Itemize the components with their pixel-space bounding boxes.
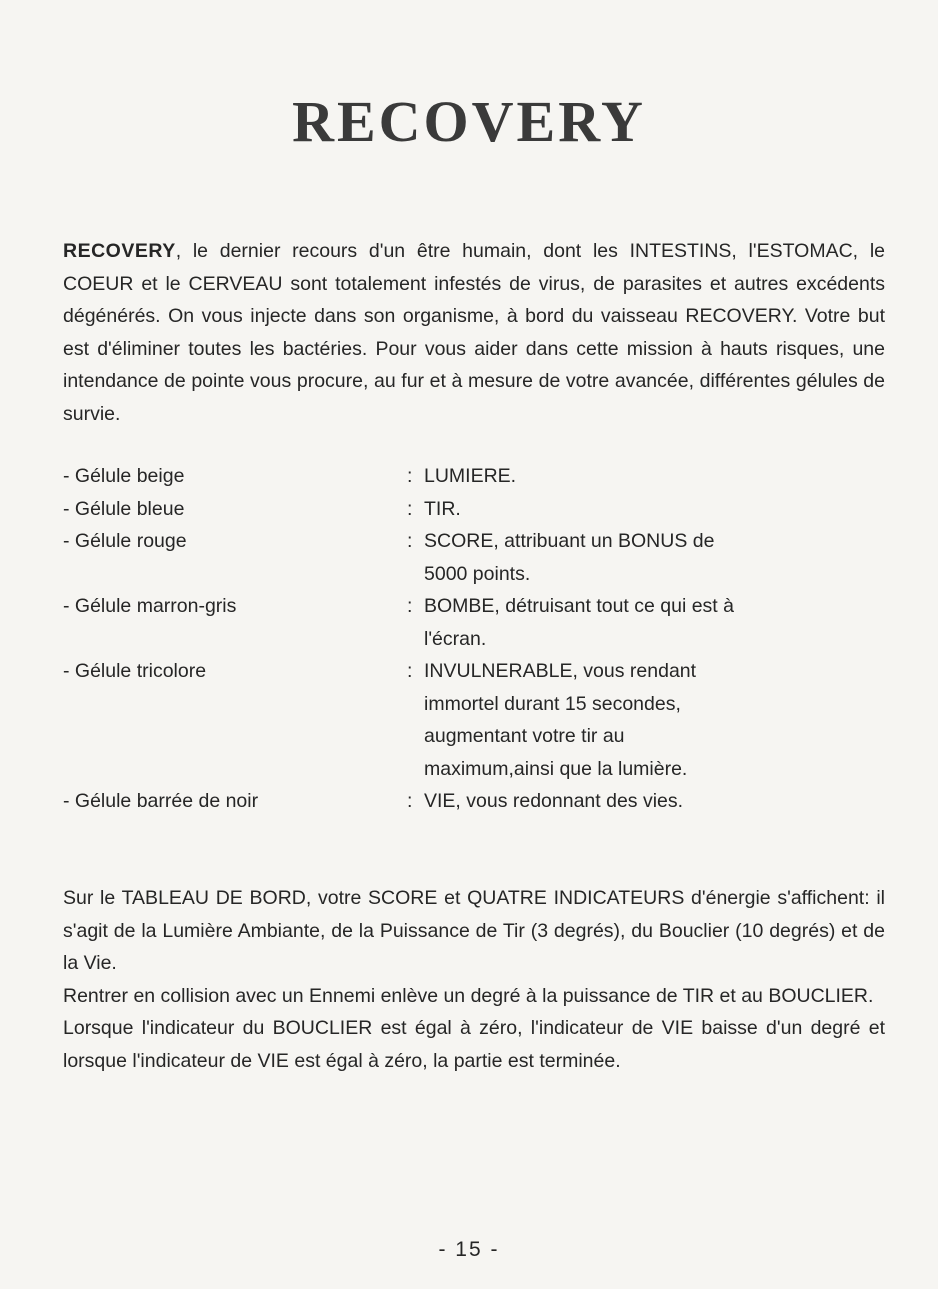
page-title: RECOVERY — [292, 89, 646, 154]
capsule-name: - Gélule rouge — [63, 530, 187, 552]
capsule-effect: INVULNERABLE, vous rendant immortel durant 15 secondes, augmentant votre tir au maximum,ainsi que la lumière. — [424, 660, 697, 780]
capsule-effect: BOMBE, détruisant tout ce qui est à l'écran. — [424, 595, 734, 650]
intro-lead: RECOVERY — [63, 240, 176, 262]
capsule-name: - Gélule bleue — [63, 497, 185, 520]
dashboard-paragraph: Sur le TABLEAU DE BORD, votre SCORE et QUATRE INDICATEURS d'énergie s'affichent: il s'agit de la Lumière Ambiante, de la Puissance de Tir (3 degrés), du Bouclier (10 degrés) et de la Vie. — [63, 887, 885, 974]
capsule-effect: SCORE, attribuant un BONUS de 5000 points. — [424, 530, 715, 585]
capsule-colon: : — [407, 790, 413, 812]
capsule-colon: : — [407, 660, 413, 682]
capsule-name: - Gélule beige — [63, 465, 185, 487]
capsule-effect: VIE, vous redonnant des vies. — [424, 790, 684, 812]
capsule-colon: : — [407, 595, 413, 617]
capsule-name: - Gélule marron-gris — [63, 595, 237, 617]
capsule-colon: : — [407, 497, 413, 520]
intro-paragraph — [63, 235, 885, 430]
capsule-name: - Gélule tricolore — [63, 660, 207, 682]
page-number: - 15 - — [438, 1238, 500, 1261]
capsule-effect: LUMIERE. — [424, 465, 517, 487]
intro-text: , le dernier recours d'un être humain, dont les INTESTINS, l'ESTOMAC, le COEUR et le CERVEAU sont totalement infestés de virus, de parasites et autres excédents dégénérés. On vous injecte dans son organisme, à bord du vaisseau RECOVERY. Votre but est d'éliminer toutes les bactéries. Pour vous aider dans cette mission à hauts risques, une intendance de pointe vous procure, au fur et à mesure de votre avancée, différentes gélules de survie. — [63, 240, 885, 425]
capsule-effect: TIR. — [424, 497, 461, 520]
collision-paragraph: Rentrer en collision avec un Ennemi enlève un degré à la puissance de TIR et au BOUCLIER. — [63, 985, 874, 1007]
capsule-colon: : — [407, 530, 413, 552]
capsule-colon: : — [407, 465, 413, 487]
shield-paragraph: Lorsque l'indicateur du BOUCLIER est égal à zéro, l'indicateur de VIE baisse d'un degré et lorsque l'indicateur de VIE est égal à zéro, la partie est terminée. — [63, 1017, 885, 1072]
capsule-name: - Gélule barrée de noir — [63, 790, 259, 812]
